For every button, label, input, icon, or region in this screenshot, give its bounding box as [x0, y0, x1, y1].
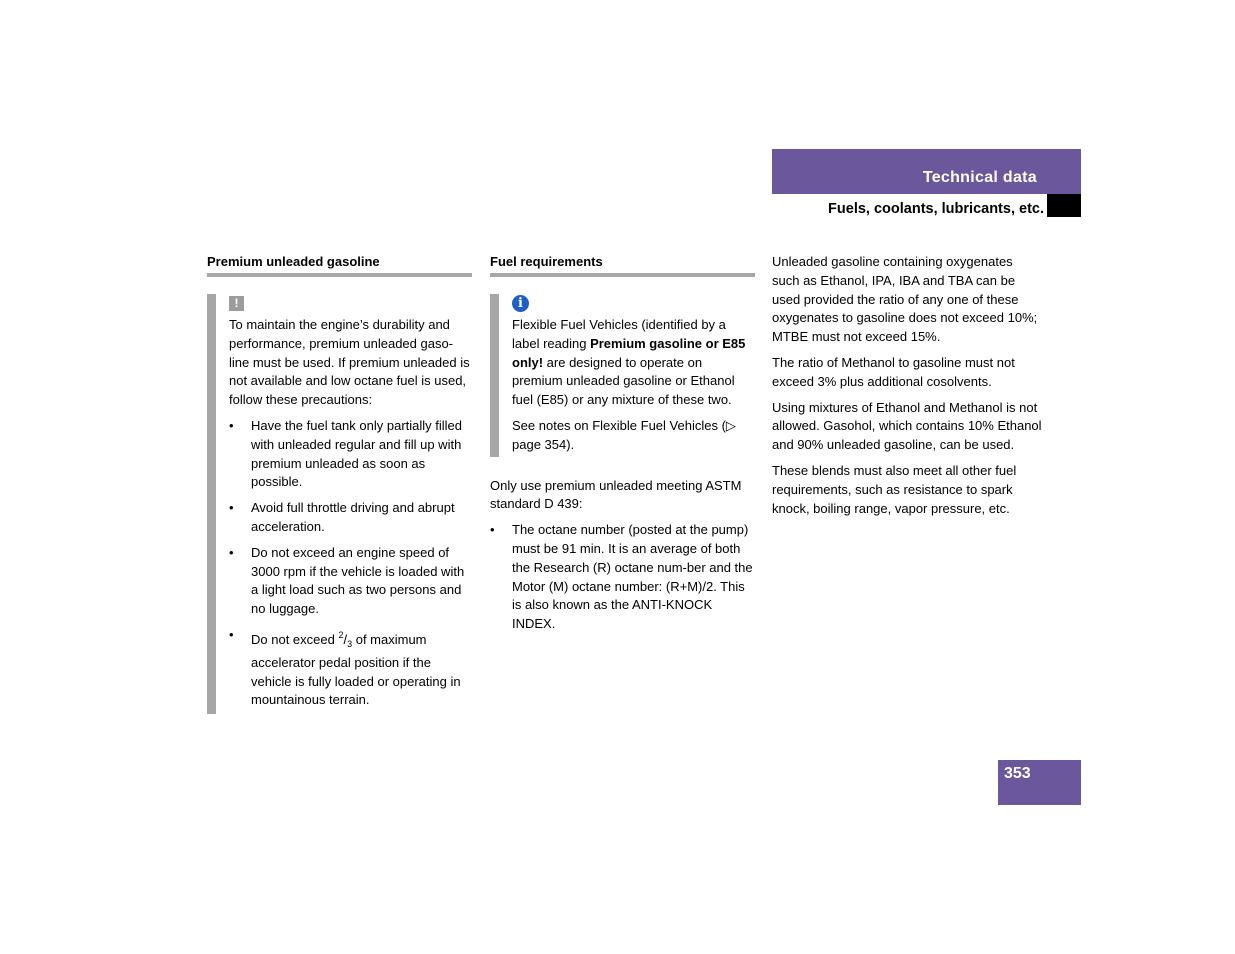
note-bar: [490, 294, 499, 457]
list-item: • Have the fuel tank only partially filled with unleaded regular and fill up with premium unleaded as soon as possible.: [229, 417, 472, 492]
info-reference: See notes on Flexible Fuel Vehicles (▷ page 354).: [512, 417, 736, 452]
paragraph: Unleaded gasoline containing oxygenates such as Ethanol, IPA, IBA and TBA can be used provided the ratio of any one of these oxygenates to gasoline does not exceed 10%; MTBE must not exceed 15%.: [772, 254, 1038, 345]
paragraph: These blends must also meet all other fuel requirements, such as resistance to spark knock, boiling range, vapor pressure, etc.: [772, 462, 1017, 516]
warning-note: [207, 294, 472, 714]
info-note: [490, 294, 755, 457]
list-item: • Avoid full throttle driving and abrupt acceleration.: [229, 499, 472, 537]
heading-premium-unleaded: Premium unleaded gasoline: [207, 254, 472, 277]
heading-fuel-requirements: Fuel requirements: [490, 254, 755, 277]
header-tab-marker: [1047, 194, 1081, 217]
info-icon: i: [512, 295, 529, 312]
warning-icon: !: [229, 296, 244, 311]
column-fuel-requirements: [490, 254, 755, 641]
paragraph: Using mixtures of Ethanol and Methanol is not allowed. Gasohol, which contains 10% Ethanol and 90% unleaded gasoline, can be used.: [772, 399, 1042, 453]
list-item: • Do not exceed an engine speed of 3000 rpm if the vehicle is loaded with a light load such as two persons and no luggage.: [229, 544, 472, 619]
paragraph: The ratio of Methanol to gasoline must not exceed 3% plus additional cosolvents.: [772, 354, 1015, 389]
column-oxygenates: [772, 253, 1042, 525]
header-band: [772, 149, 1081, 194]
warning-text: To maintain the engine’s durability and performance, premium unleaded gaso-line must be used. If premium unleaded is not available and low octane fuel is used, follow these precautions:: [229, 317, 470, 408]
info-text: Flexible Fuel Vehicles (identified by a label reading Premium gasoline or E85 only! are designed to operate on premium unleaded gasoline or Ethanol fuel (E85) or any mixture of these two.: [512, 317, 746, 408]
fraction: $^2/_3$: [338, 629, 353, 649]
list-item: • The octane number (posted at the pump) must be 91 min. It is an average of both the Research (R) octane num-ber and the Motor (M) octane number: (R+M)/2. This is also known as the ANTI-KNOCK INDEX.: [490, 521, 755, 634]
list-item: • Do not exceed $^2/_3$ of maximum accelerator pedal position if the vehicle is fully loaded or operating in mountainous terrain.: [229, 626, 472, 714]
column-premium-unleaded: [207, 254, 472, 714]
section-title: Technical data: [922, 169, 1037, 186]
page-number: 353: [1004, 765, 1031, 782]
page-number-box: [998, 760, 1081, 805]
note-bar: [207, 294, 216, 714]
subsection-title: Fuels, coolants, lubricants, etc.: [828, 201, 1044, 217]
paragraph: Only use premium unleaded meeting ASTM standard D 439:: [490, 477, 742, 512]
